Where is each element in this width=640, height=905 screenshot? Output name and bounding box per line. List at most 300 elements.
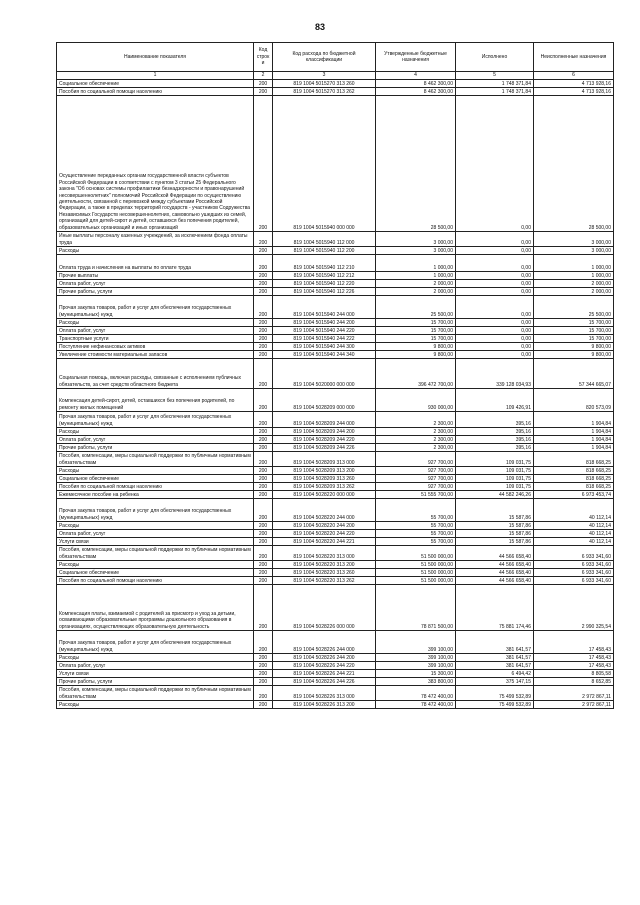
cell-left: 28 500,00 xyxy=(534,96,614,232)
cell-done: 0,00 xyxy=(456,296,534,319)
col-number: 4 xyxy=(376,72,456,80)
cell-done: 395,16 xyxy=(456,412,534,428)
cell-kbk: 819 1004 5015940 244 200 xyxy=(273,319,376,327)
cell-code: 200 xyxy=(254,569,273,577)
cell-left: 15 700,00 xyxy=(534,335,614,343)
cell-left: 9 800,00 xyxy=(534,351,614,359)
table-row xyxy=(57,491,614,499)
cell-kbk: 819 1004 5028209 313 000 xyxy=(273,452,376,467)
table-row xyxy=(57,327,614,335)
cell-name: Оплата работ, услуг xyxy=(57,662,254,670)
cell-name: Поступление нефинансовых активов xyxy=(57,343,254,351)
cell-approved: 2 300,00 xyxy=(376,428,456,436)
cell-name: Прочие выплаты xyxy=(57,272,254,280)
cell-kbk: 819 1004 5028220 244 000 xyxy=(273,499,376,522)
cell-kbk: 819 1004 5028226 244 200 xyxy=(273,654,376,662)
cell-code: 200 xyxy=(254,288,273,296)
table-row xyxy=(57,444,614,452)
header-row xyxy=(57,43,614,72)
table-row xyxy=(57,359,614,389)
cell-done: 381 641,57 xyxy=(456,662,534,670)
cell-name: Расходы xyxy=(57,701,254,709)
cell-approved: 9 800,00 xyxy=(376,351,456,359)
table-row xyxy=(57,585,614,631)
cell-approved: 2 300,00 xyxy=(376,444,456,452)
cell-kbk: 819 1004 5015940 244 000 xyxy=(273,296,376,319)
cell-code: 200 xyxy=(254,678,273,686)
cell-kbk: 819 1004 5015940 112 226 xyxy=(273,288,376,296)
cell-code: 200 xyxy=(254,247,273,255)
col-number: 5 xyxy=(456,72,534,80)
cell-left: 8 805,58 xyxy=(534,670,614,678)
cell-done: 0,00 xyxy=(456,232,534,247)
cell-code: 200 xyxy=(254,80,273,88)
cell-kbk: 819 1004 5028209 244 220 xyxy=(273,436,376,444)
cell-code: 200 xyxy=(254,255,273,272)
cell-kbk: 819 1004 5028226 313 000 xyxy=(273,686,376,701)
cell-done: 0,00 xyxy=(456,272,534,280)
cell-approved: 927 700,00 xyxy=(376,467,456,475)
cell-approved: 927 700,00 xyxy=(376,483,456,491)
cell-kbk: 819 1004 5015940 112 000 xyxy=(273,232,376,247)
cell-done: 381 641,57 xyxy=(456,654,534,662)
cell-approved: 399 100,00 xyxy=(376,654,456,662)
cell-approved: 1 000,00 xyxy=(376,255,456,272)
cell-code: 200 xyxy=(254,499,273,522)
cell-approved: 15 700,00 xyxy=(376,335,456,343)
cell-left: 6 933 341,60 xyxy=(534,569,614,577)
cell-done: 75 499 532,89 xyxy=(456,701,534,709)
cell-done: 109 031,75 xyxy=(456,475,534,483)
cell-kbk: 819 1004 5015940 112 220 xyxy=(273,280,376,288)
cell-name: Пособия по социальной помощи населению xyxy=(57,88,254,96)
cell-left: 8 652,85 xyxy=(534,678,614,686)
cell-done: 75 499 532,89 xyxy=(456,686,534,701)
column-number-row xyxy=(57,72,614,80)
cell-left: 40 112,14 xyxy=(534,538,614,546)
cell-done: 375 147,15 xyxy=(456,678,534,686)
cell-name: Пособия, компенсации, меры социальной поддержки по публичным нормативным обязательствам xyxy=(57,452,254,467)
cell-name: Прочая закупка товаров, работ и услуг для обеспечения государственных (муниципальных) нужд xyxy=(57,412,254,428)
cell-code: 200 xyxy=(254,96,273,232)
table-row xyxy=(57,577,614,585)
cell-code: 200 xyxy=(254,585,273,631)
cell-done: 395,16 xyxy=(456,428,534,436)
cell-name: Пособия по социальной помощи населению xyxy=(57,483,254,491)
cell-kbk: 819 1004 5028209 244 226 xyxy=(273,444,376,452)
cell-name: Оплата работ, услуг xyxy=(57,530,254,538)
cell-code: 200 xyxy=(254,546,273,561)
cell-kbk: 819 1004 5015940 112 200 xyxy=(273,247,376,255)
cell-kbk: 819 1004 5028209 244 200 xyxy=(273,428,376,436)
cell-approved: 3 000,00 xyxy=(376,232,456,247)
table-row xyxy=(57,467,614,475)
cell-name: Расходы xyxy=(57,319,254,327)
cell-done: 0,00 xyxy=(456,335,534,343)
cell-code: 200 xyxy=(254,389,273,412)
cell-left: 15 700,00 xyxy=(534,327,614,335)
cell-name: Иные выплаты персоналу казенных учреждений, за исключением фонда оплаты труда xyxy=(57,232,254,247)
cell-kbk: 819 1004 5028226 244 220 xyxy=(273,662,376,670)
cell-done: 0,00 xyxy=(456,327,534,335)
cell-code: 200 xyxy=(254,701,273,709)
table-row xyxy=(57,483,614,491)
cell-name: Оплата работ, услуг xyxy=(57,280,254,288)
cell-left: 25 500,00 xyxy=(534,296,614,319)
table-row xyxy=(57,686,614,701)
cell-done: 0,00 xyxy=(456,280,534,288)
cell-code: 200 xyxy=(254,670,273,678)
cell-left: 2 990 325,54 xyxy=(534,585,614,631)
cell-approved: 15 700,00 xyxy=(376,319,456,327)
cell-code: 200 xyxy=(254,296,273,319)
page-number: 83 xyxy=(314,22,325,32)
cell-left: 17 458,43 xyxy=(534,654,614,662)
cell-done: 44 582 246,26 xyxy=(456,491,534,499)
cell-left: 40 112,14 xyxy=(534,522,614,530)
cell-name: Услуги связи xyxy=(57,670,254,678)
cell-name: Прочая закупка товаров, работ и услуг для обеспечения государственных (муниципальных) нужд xyxy=(57,296,254,319)
cell-kbk: 819 1004 5028220 000 000 xyxy=(273,491,376,499)
cell-done: 44 566 658,40 xyxy=(456,569,534,577)
cell-left: 1 904,84 xyxy=(534,428,614,436)
cell-approved: 25 500,00 xyxy=(376,296,456,319)
cell-approved: 78 871 500,00 xyxy=(376,585,456,631)
cell-done: 1 748 371,84 xyxy=(456,88,534,96)
cell-approved: 51 555 700,00 xyxy=(376,491,456,499)
table-row xyxy=(57,436,614,444)
cell-done: 0,00 xyxy=(456,351,534,359)
cell-name: Увеличение стоимости материальных запасов xyxy=(57,351,254,359)
cell-code: 200 xyxy=(254,327,273,335)
cell-done: 395,16 xyxy=(456,444,534,452)
cell-kbk: 819 1004 5028226 000 000 xyxy=(273,585,376,631)
cell-left: 3 000,00 xyxy=(534,247,614,255)
cell-kbk: 819 1004 5028220 244 200 xyxy=(273,522,376,530)
cell-approved: 2 300,00 xyxy=(376,436,456,444)
cell-left: 2 000,00 xyxy=(534,280,614,288)
cell-code: 200 xyxy=(254,272,273,280)
cell-left: 2 000,00 xyxy=(534,288,614,296)
cell-approved: 399 100,00 xyxy=(376,662,456,670)
cell-kbk: 819 1004 5028209 244 000 xyxy=(273,412,376,428)
cell-left: 40 112,14 xyxy=(534,530,614,538)
cell-approved: 2 300,00 xyxy=(376,412,456,428)
cell-kbk: 819 1004 5015270 313 260 xyxy=(273,80,376,88)
cell-code: 200 xyxy=(254,522,273,530)
cell-code: 200 xyxy=(254,359,273,389)
cell-done: 1 748 371,84 xyxy=(456,80,534,88)
table-row xyxy=(57,569,614,577)
cell-kbk: 819 1004 5028226 244 226 xyxy=(273,678,376,686)
cell-done: 75 881 174,46 xyxy=(456,585,534,631)
cell-code: 200 xyxy=(254,662,273,670)
table-row xyxy=(57,530,614,538)
header-done: Исполнено xyxy=(456,43,534,72)
table-row xyxy=(57,538,614,546)
header-approved: Утвержденные бюджетные назначения xyxy=(376,43,456,72)
cell-approved: 2 000,00 xyxy=(376,280,456,288)
cell-approved: 51 500 000,00 xyxy=(376,569,456,577)
header-kbk: Код расхода по бюджетной классификации xyxy=(273,43,376,72)
table-row xyxy=(57,662,614,670)
cell-code: 200 xyxy=(254,577,273,585)
table-row xyxy=(57,319,614,327)
cell-approved: 51 500 000,00 xyxy=(376,561,456,569)
cell-approved: 15 700,00 xyxy=(376,327,456,335)
cell-approved: 8 462 300,00 xyxy=(376,88,456,96)
cell-approved: 28 500,00 xyxy=(376,96,456,232)
cell-kbk: 819 1004 5015940 112 212 xyxy=(273,272,376,280)
cell-name: Социальное обеспечение xyxy=(57,80,254,88)
cell-done: 395,16 xyxy=(456,436,534,444)
cell-kbk: 819 1004 5015940 244 300 xyxy=(273,343,376,351)
cell-name: Ежемесячное пособие на ребенка xyxy=(57,491,254,499)
col-number: 1 xyxy=(57,72,254,80)
cell-left: 17 458,43 xyxy=(534,631,614,654)
col-number: 2 xyxy=(254,72,273,80)
table-row xyxy=(57,389,614,412)
table-row xyxy=(57,546,614,561)
cell-approved: 2 000,00 xyxy=(376,288,456,296)
cell-code: 200 xyxy=(254,351,273,359)
cell-done: 0,00 xyxy=(456,96,534,232)
cell-approved: 396 472 700,00 xyxy=(376,359,456,389)
cell-approved: 9 800,00 xyxy=(376,343,456,351)
cell-kbk: 819 1004 5020000 000 000 xyxy=(273,359,376,389)
cell-code: 200 xyxy=(254,428,273,436)
cell-done: 15 587,86 xyxy=(456,499,534,522)
cell-left: 818 668,25 xyxy=(534,475,614,483)
cell-done: 44 566 658,40 xyxy=(456,546,534,561)
cell-approved: 55 700,00 xyxy=(376,499,456,522)
cell-left: 818 668,25 xyxy=(534,483,614,491)
cell-done: 44 566 658,40 xyxy=(456,561,534,569)
cell-left: 6 973 453,74 xyxy=(534,491,614,499)
cell-left: 17 458,43 xyxy=(534,662,614,670)
table-row xyxy=(57,272,614,280)
cell-name: Пособия, компенсации, меры социальной поддержки по публичным нормативным обязательствам xyxy=(57,686,254,701)
cell-done: 109 031,75 xyxy=(456,452,534,467)
table-row xyxy=(57,412,614,428)
cell-name: Компенсация детей-сирот, детей, оставшихся без попечения родителей, по ремонту жилых помещений xyxy=(57,389,254,412)
cell-code: 200 xyxy=(254,631,273,654)
header-left: Неисполненные назначения xyxy=(534,43,614,72)
table-row xyxy=(57,288,614,296)
cell-left: 818 668,25 xyxy=(534,452,614,467)
header-name: Наименование показателя xyxy=(57,43,254,72)
cell-kbk: 819 1004 5028220 244 221 xyxy=(273,538,376,546)
cell-done: 15 587,86 xyxy=(456,522,534,530)
cell-code: 200 xyxy=(254,475,273,483)
col-number: 3 xyxy=(273,72,376,80)
cell-code: 200 xyxy=(254,444,273,452)
table-row xyxy=(57,522,614,530)
cell-approved: 51 500 000,00 xyxy=(376,577,456,585)
cell-kbk: 819 1004 5028209 313 262 xyxy=(273,483,376,491)
table-row xyxy=(57,247,614,255)
cell-kbk: 819 1004 5028220 313 262 xyxy=(273,577,376,585)
cell-approved: 78 472 400,00 xyxy=(376,701,456,709)
cell-code: 200 xyxy=(254,530,273,538)
cell-name: Прочая закупка товаров, работ и услуг для обеспечения государственных (муниципальных) нужд xyxy=(57,631,254,654)
cell-done: 15 587,86 xyxy=(456,530,534,538)
cell-name: Прочие работы, услуги xyxy=(57,288,254,296)
cell-done: 0,00 xyxy=(456,343,534,351)
cell-kbk: 819 1004 5015940 000 000 xyxy=(273,96,376,232)
table-row xyxy=(57,428,614,436)
cell-left: 4 713 928,16 xyxy=(534,88,614,96)
cell-left: 2 972 867,11 xyxy=(534,701,614,709)
cell-done: 6 494,42 xyxy=(456,670,534,678)
table-row xyxy=(57,335,614,343)
cell-code: 200 xyxy=(254,88,273,96)
cell-code: 200 xyxy=(254,436,273,444)
cell-left: 1 904,84 xyxy=(534,412,614,428)
cell-name: Оплата работ, услуг xyxy=(57,327,254,335)
cell-left: 40 112,14 xyxy=(534,499,614,522)
cell-left: 2 972 867,11 xyxy=(534,686,614,701)
cell-name: Осуществление переданных органам государственной власти субъектов Российской Федерации в соответствии с пунктом 3 статьи 25 Федерального закона "Об основах системы профилактики безнадзорности и правонарушений несовершеннолетних" полномочий Российской Федерации по осуществлению деятельности, связанной с перевозкой между субъектами Российской Федерации, а также в пределах территорий государств - участников Содружества Независимых Государств несовершеннолетних, самовольно ушедших из семей, организаций для детей-сирот и детей, оставшихся без попечения родителей, образовательных организаций и иных организаций xyxy=(57,96,254,232)
table-row xyxy=(57,678,614,686)
cell-done: 0,00 xyxy=(456,247,534,255)
cell-kbk: 819 1004 5028209 313 200 xyxy=(273,467,376,475)
table-row xyxy=(57,475,614,483)
table-row xyxy=(57,654,614,662)
table-row xyxy=(57,670,614,678)
table-row xyxy=(57,343,614,351)
cell-name: Пособия, компенсации, меры социальной поддержки по публичным нормативным обязательствам xyxy=(57,546,254,561)
cell-name: Пособия по социальной помощи населению xyxy=(57,577,254,585)
cell-approved: 399 100,00 xyxy=(376,631,456,654)
table-row xyxy=(57,280,614,288)
cell-code: 200 xyxy=(254,538,273,546)
cell-kbk: 819 1004 5015940 112 210 xyxy=(273,255,376,272)
cell-left: 57 344 665,07 xyxy=(534,359,614,389)
cell-left: 1 000,00 xyxy=(534,255,614,272)
cell-name: Социальное обеспечение xyxy=(57,475,254,483)
cell-approved: 927 700,00 xyxy=(376,475,456,483)
cell-code: 200 xyxy=(254,467,273,475)
cell-kbk: 819 1004 5028226 313 200 xyxy=(273,701,376,709)
table-row xyxy=(57,96,614,232)
cell-done: 0,00 xyxy=(456,319,534,327)
table-row xyxy=(57,631,614,654)
cell-code: 200 xyxy=(254,319,273,327)
cell-code: 200 xyxy=(254,654,273,662)
cell-kbk: 819 1004 5028226 244 000 xyxy=(273,631,376,654)
cell-left: 818 668,25 xyxy=(534,467,614,475)
cell-done: 339 128 034,93 xyxy=(456,359,534,389)
table-row xyxy=(57,232,614,247)
cell-name: Прочие работы, услуги xyxy=(57,444,254,452)
cell-name: Социальное обеспечение xyxy=(57,569,254,577)
cell-left: 6 933 341,60 xyxy=(534,577,614,585)
cell-name: Оплата труда и начисления на выплаты по оплате труда xyxy=(57,255,254,272)
cell-kbk: 819 1004 5028220 313 260 xyxy=(273,569,376,577)
table-row xyxy=(57,296,614,319)
cell-name: Социальная помощь, включая расходы, связанные с исполнением публичных обязательств, за счет средств областного бюджета xyxy=(57,359,254,389)
cell-kbk: 819 1004 5028226 244 221 xyxy=(273,670,376,678)
budget-table xyxy=(56,42,614,709)
table-row xyxy=(57,351,614,359)
cell-approved: 927 700,00 xyxy=(376,452,456,467)
cell-done: 109 031,75 xyxy=(456,483,534,491)
cell-approved: 930 000,00 xyxy=(376,389,456,412)
cell-done: 381 641,57 xyxy=(456,631,534,654)
cell-code: 200 xyxy=(254,561,273,569)
cell-done: 109 031,75 xyxy=(456,467,534,475)
cell-approved: 1 000,00 xyxy=(376,272,456,280)
col-number: 6 xyxy=(534,72,614,80)
table-body xyxy=(57,80,614,709)
cell-left: 1 904,84 xyxy=(534,436,614,444)
cell-kbk: 819 1004 5028220 244 220 xyxy=(273,530,376,538)
cell-name: Расходы xyxy=(57,428,254,436)
cell-kbk: 819 1004 5028220 313 200 xyxy=(273,561,376,569)
cell-left: 6 933 341,60 xyxy=(534,546,614,561)
cell-code: 200 xyxy=(254,491,273,499)
cell-left: 9 800,00 xyxy=(534,343,614,351)
cell-done: 0,00 xyxy=(456,288,534,296)
cell-approved: 55 700,00 xyxy=(376,522,456,530)
table-row xyxy=(57,255,614,272)
cell-name: Расходы xyxy=(57,467,254,475)
cell-name: Расходы xyxy=(57,561,254,569)
cell-name: Транспортные услуги xyxy=(57,335,254,343)
cell-approved: 3 000,00 xyxy=(376,247,456,255)
cell-kbk: 819 1004 5015940 244 220 xyxy=(273,327,376,335)
cell-name: Оплата работ, услуг xyxy=(57,436,254,444)
table-row xyxy=(57,701,614,709)
cell-kbk: 819 1004 5028220 313 000 xyxy=(273,546,376,561)
cell-left: 1 000,00 xyxy=(534,272,614,280)
cell-code: 200 xyxy=(254,343,273,351)
cell-kbk: 819 1004 5015940 244 340 xyxy=(273,351,376,359)
cell-done: 0,00 xyxy=(456,255,534,272)
cell-code: 200 xyxy=(254,452,273,467)
cell-name: Услуги связи xyxy=(57,538,254,546)
cell-code: 200 xyxy=(254,483,273,491)
cell-approved: 15 300,00 xyxy=(376,670,456,678)
table-row xyxy=(57,452,614,467)
cell-left: 15 700,00 xyxy=(534,319,614,327)
cell-code: 200 xyxy=(254,280,273,288)
cell-left: 6 933 341,60 xyxy=(534,561,614,569)
cell-code: 200 xyxy=(254,232,273,247)
cell-left: 1 904,84 xyxy=(534,444,614,452)
cell-kbk: 819 1004 5015940 244 222 xyxy=(273,335,376,343)
cell-name: Расходы xyxy=(57,654,254,662)
cell-approved: 51 500 000,00 xyxy=(376,546,456,561)
cell-left: 4 713 928,16 xyxy=(534,80,614,88)
cell-left: 3 000,00 xyxy=(534,232,614,247)
cell-kbk: 819 1004 5028209 000 000 xyxy=(273,389,376,412)
cell-name: Прочие работы, услуги xyxy=(57,678,254,686)
cell-code: 200 xyxy=(254,686,273,701)
cell-name: Расходы xyxy=(57,247,254,255)
cell-kbk: 819 1004 5015270 313 262 xyxy=(273,88,376,96)
cell-approved: 78 472 400,00 xyxy=(376,686,456,701)
cell-name: Прочая закупка товаров, работ и услуг для обеспечения государственных (муниципальных) нужд xyxy=(57,499,254,522)
cell-approved: 383 800,00 xyxy=(376,678,456,686)
cell-approved: 55 700,00 xyxy=(376,530,456,538)
cell-done: 15 587,86 xyxy=(456,538,534,546)
cell-kbk: 819 1004 5028209 313 260 xyxy=(273,475,376,483)
table-row xyxy=(57,561,614,569)
cell-done: 44 566 658,40 xyxy=(456,577,534,585)
cell-left: 820 573,09 xyxy=(534,389,614,412)
